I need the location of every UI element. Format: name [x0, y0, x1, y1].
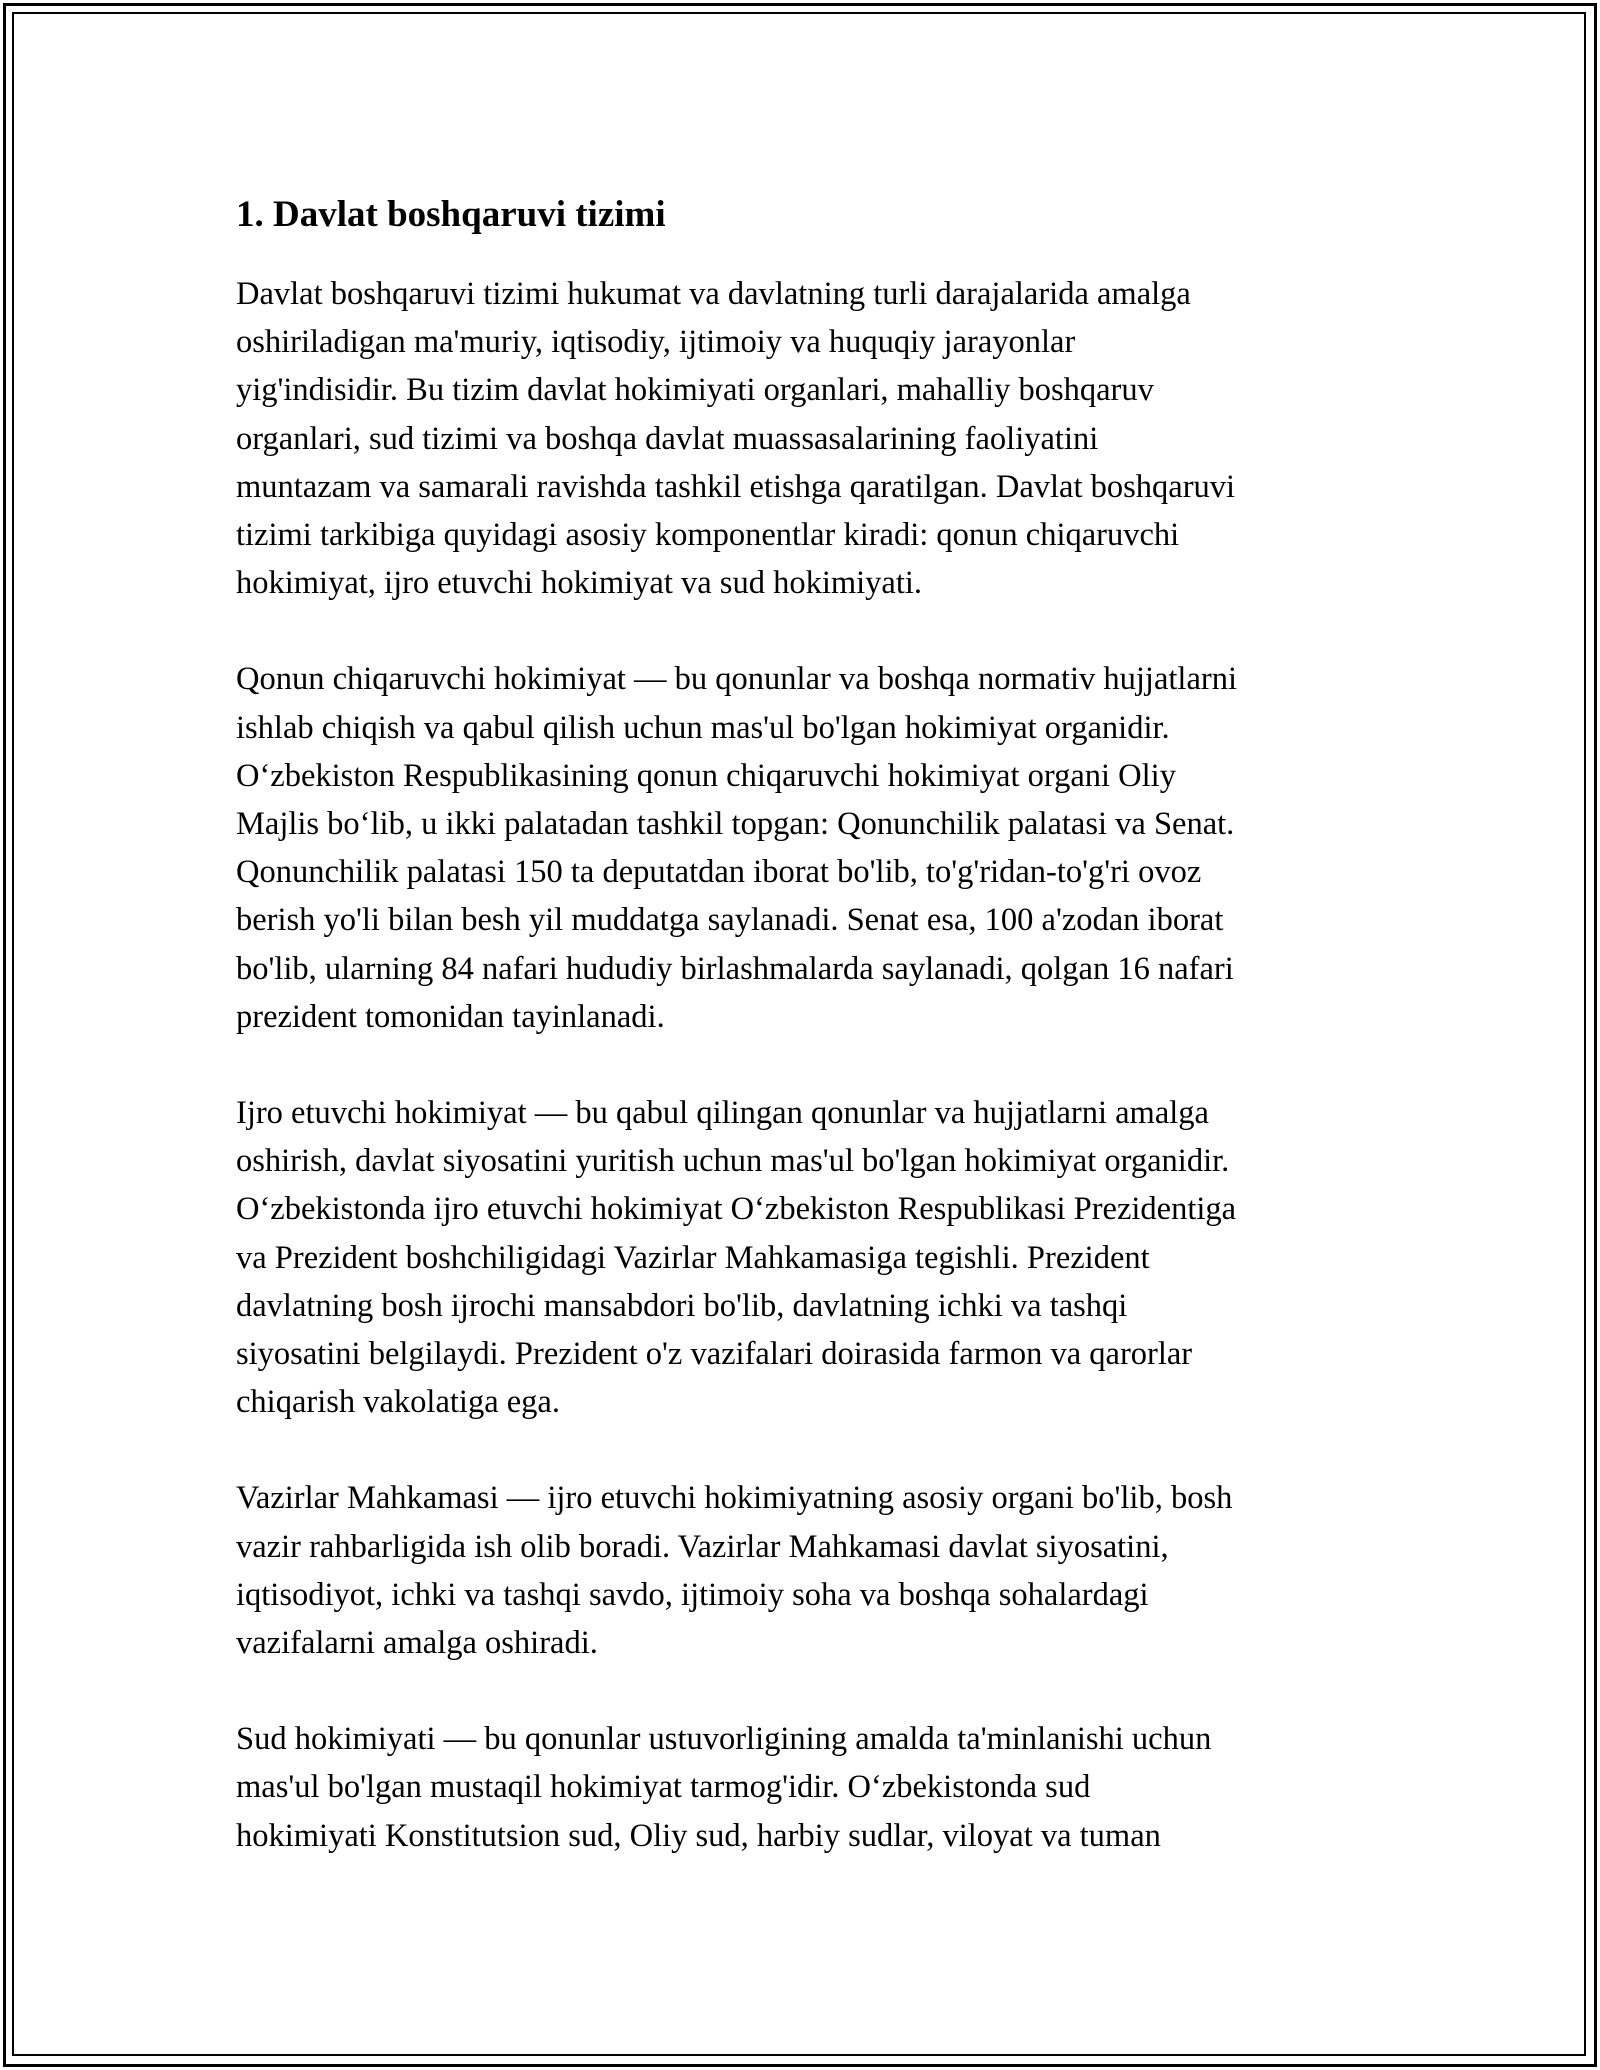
paragraph-intro: Davlat boshqaruvi tizimi hukumat va davlatning turli darajalarida amalga oshiriladigan ma'muriy, iqtisodiy, ijtimoiy va huquqiy jarayonlar yig'indisidir. Bu tizim davlat hokimiyati organlari, mahalliy boshqaruv organlari, sud tizimi va boshqa davlat muassasalarining faoliyatini muntazam va samarali ravishda tashkil etishga qaratilgan. Davlat boshqaruvi tizimi tarkibiga quyidagi asosiy komponentlar kiradi: qonun chiqaruvchi hokimiyat, ijro etuvchi hokimiyat va sud hokimiyati.: [236, 276, 1236, 602]
paragraph-cabinet: Vazirlar Mahkamasi — ijro etuvchi hokimiyatning asosiy organi bo'lib, bosh vazir rahbarligida ish olib boradi. Vazirlar Mahkamasi davlat siyosatini, iqtisodiyot, ichki va tashqi savdo, ijtimoiy soha va boshqa sohalardagi vazifalarni amalga oshiradi.: [236, 1480, 1233, 1662]
paragraph-legislative: Qonun chiqaruvchi hokimiyat — bu qonunlar va boshqa normativ hujjatlarni ishlab chiqish va qabul qilish uchun mas'ul bo'lgan hokimiyat organidir. O‘zbekiston Respublikasining qonun chiqaruvchi hokimiyat organi Oliy Majlis bo‘lib, u ikki palatadan tashkil topgan: Qonunchilik palatasi va Senat. Qonunchilik palatasi 150 ta deputatdan iborat bo'lib, to'g'ridan-to'g'ri ovoz berish yo'li bilan besh yil muddatga saylanadi. Senat esa, 100 a'zodan iborat bo'lib, ularning 84 nafari hududiy birlashmalarda saylanadi, qolgan 16 nafari prezident tomonidan tayinlanadi.: [236, 661, 1237, 1035]
section-heading: 1. Davlat boshqaruvi tizimi: [236, 194, 666, 235]
paragraph-executive: Ijro etuvchi hokimiyat — bu qabul qilingan qonunlar va hujjatlarni amalga oshirish, davlat siyosatini yuritish uchun mas'ul bo'lgan hokimiyat organidir. O‘zbekistonda ijro etuvchi hokimiyat O‘zbekiston Respublikasi Prezidentiga va Prezident boshchiligidagi Vazirlar Mahkamasiga tegishli. Prezident davlatning bosh ijrochi mansabdori bo'lib, davlatning ichki va tashqi siyosatini belgilaydi. Prezident o'z vazifalari doirasida farmon va qarorlar chiqarish vakolatiga ega.: [236, 1095, 1237, 1421]
paragraph-judicial: Sud hokimiyati — bu qonunlar ustuvorligining amalda ta'minlanishi uchun mas'ul bo'lgan mustaqil hokimiyat tarmog'idir. O‘zbekistonda sud hokimiyati Konstitutsion sud, Oliy sud, harbiy sudlar, viloyat va tuman: [236, 1721, 1212, 1854]
document-body: [236, 190, 1386, 1908]
